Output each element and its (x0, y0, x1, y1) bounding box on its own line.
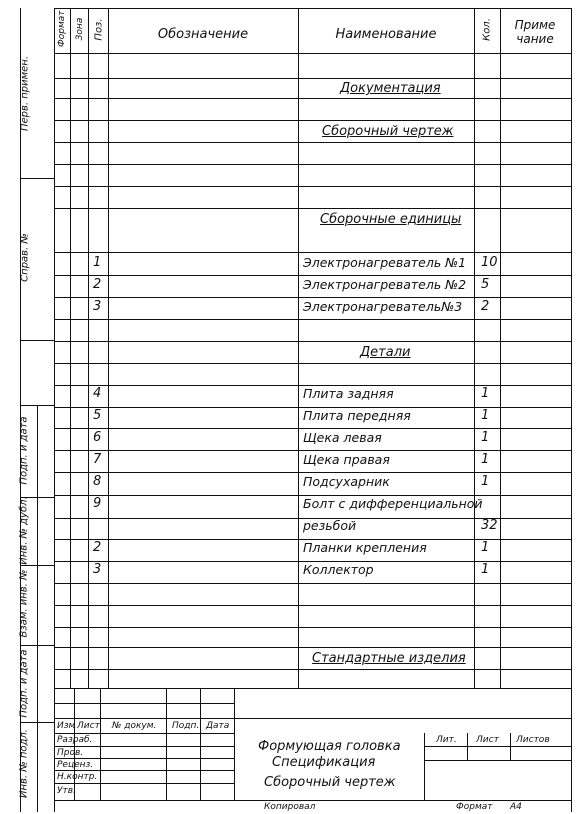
header-format: Формат (57, 10, 67, 47)
section-standard-items: Стандартные изделия (312, 651, 466, 666)
row-name: Электронагреватель №1 (303, 255, 467, 270)
row-pos: 3 (93, 299, 102, 314)
tb-vline (424, 733, 425, 800)
row-line (54, 98, 572, 99)
side-label-podp-data-1: Подп. и дата (18, 416, 30, 485)
row-qty: 32 (481, 518, 498, 533)
header-pos: Поз. (93, 18, 105, 41)
side-label-perv: Перв. примен. (19, 55, 31, 132)
tb-line (424, 746, 572, 747)
frame-border-left (54, 8, 55, 812)
tb-format-label: Формат (456, 802, 493, 812)
section-assembly-units: Сборочные единицы (320, 212, 462, 227)
row-line (54, 647, 572, 648)
tb-recenz: Реценз. (57, 760, 94, 770)
row-name: Подсухарник (303, 474, 390, 489)
tb-line (54, 718, 572, 719)
tb-vline (166, 688, 167, 800)
row-pos: 7 (93, 452, 102, 467)
side-divider (20, 722, 54, 723)
row-line (54, 252, 572, 253)
row-name: Щека правая (303, 452, 390, 467)
row-line (54, 627, 572, 628)
tb-vline (200, 688, 201, 800)
header-line (54, 53, 572, 54)
frame-border-top (54, 8, 572, 9)
tb-lit: Лит. (436, 735, 457, 745)
row-name: Щека левая (303, 430, 382, 445)
tb-line (54, 746, 234, 747)
row-name: Коллектор (303, 562, 374, 577)
row-line (54, 142, 572, 143)
row-line (54, 669, 572, 670)
row-qty: 1 (481, 562, 490, 577)
row-pos: 4 (93, 386, 102, 401)
header-zone: Зона (75, 17, 85, 41)
row-qty: 1 (481, 540, 490, 555)
row-pos: 1 (93, 255, 102, 270)
tb-vline (467, 733, 468, 760)
side-label-sprav: Справ. № (19, 233, 31, 282)
row-qty: 1 (481, 430, 490, 445)
col-line (474, 8, 475, 688)
row-line (54, 186, 572, 187)
row-pos: 5 (93, 408, 102, 423)
tb-title-line-2: Спецификация (272, 755, 376, 770)
tb-vline (510, 733, 511, 760)
row-line (54, 450, 572, 451)
side-divider (20, 405, 54, 406)
tb-vline (234, 688, 235, 800)
section-details: Детали (360, 345, 411, 360)
col-line (70, 8, 71, 688)
tb-copied: Копировал (264, 802, 316, 812)
col-line (298, 8, 299, 688)
header-name: Наименование (335, 27, 437, 42)
tb-prov: Пров. (57, 748, 84, 758)
side-divider (20, 645, 54, 646)
row-pos: 8 (93, 474, 102, 489)
tb-format-value: А4 (510, 802, 522, 812)
tb-listov: Листов (516, 735, 550, 745)
row-qty: 1 (481, 474, 490, 489)
tb-vline (100, 688, 101, 800)
row-line (54, 164, 572, 165)
tb-line (54, 733, 234, 734)
tb-title-line-1: Формующая головка (258, 739, 401, 754)
tb-col-doc: № докум. (112, 721, 157, 731)
tb-col-podp: Подп. (172, 721, 200, 731)
tb-line (54, 703, 234, 704)
row-qty: 1 (481, 386, 490, 401)
row-name: Плита задняя (303, 386, 394, 401)
row-line (54, 583, 572, 584)
row-name: резьбой (303, 518, 357, 533)
tb-title-line-3: Сборочный чертеж (264, 775, 396, 790)
row-pos: 2 (93, 540, 102, 555)
side-label-podp-data-2: Подп. и дата (18, 649, 30, 718)
tb-col-izm: Изм (57, 721, 76, 731)
tb-list: Лист (476, 735, 499, 745)
tb-line (54, 688, 234, 689)
frame-border-right (571, 8, 572, 812)
section-assembly-drawing: Сборочный чертеж (322, 124, 454, 139)
section-documentation: Документация (340, 81, 441, 96)
row-qty: 1 (481, 452, 490, 467)
row-name: Планки крепления (303, 540, 427, 555)
tb-line (54, 758, 234, 759)
col-line (500, 8, 501, 688)
tb-line (54, 783, 234, 784)
row-line (54, 120, 572, 121)
header-qty: Кол. (481, 18, 493, 41)
frame-border-bottom (54, 800, 572, 801)
tb-col-data: Дата (206, 721, 230, 731)
tb-utv: Утв. (57, 786, 76, 796)
row-qty: 10 (481, 255, 498, 270)
row-name: Болт с дифференциальной (303, 496, 483, 511)
side-label-inv-podl: Инв. № подл. (18, 729, 30, 798)
tb-nkontr: Н.контр. (57, 772, 98, 782)
header-designation: Обозначение (157, 27, 249, 42)
row-line (54, 472, 572, 473)
header-note: Приме чание (514, 18, 556, 46)
row-name: Электронагреватель№3 (303, 299, 463, 314)
row-line (54, 341, 572, 342)
row-line (54, 208, 572, 209)
col-line (108, 8, 109, 688)
row-pos: 3 (93, 562, 102, 577)
tb-line (54, 770, 234, 771)
row-line (54, 363, 572, 364)
side-divider (20, 178, 54, 179)
side-divider (20, 340, 54, 341)
row-line (54, 78, 572, 79)
row-line (54, 428, 572, 429)
row-line (54, 275, 572, 276)
col-line (88, 8, 89, 688)
row-pos: 2 (93, 277, 102, 292)
row-name: Электронагреватель №2 (303, 277, 467, 292)
row-pos: 6 (93, 430, 102, 445)
side-strip-inner (37, 405, 38, 812)
row-line (54, 297, 572, 298)
tb-line (424, 760, 572, 761)
row-qty: 2 (481, 299, 490, 314)
row-qty: 1 (481, 408, 490, 423)
side-label-vzam-inv: Взам. инв. № (18, 569, 30, 638)
row-name: Плита передняя (303, 408, 411, 423)
row-line (54, 605, 572, 606)
tb-razrab: Разраб. (57, 735, 93, 745)
row-qty: 5 (481, 277, 490, 292)
row-pos: 9 (93, 496, 102, 511)
row-line (54, 319, 572, 320)
tb-col-list: Лист (77, 721, 100, 731)
side-label-inv-dubl: Инв. № дубл. (18, 496, 30, 565)
